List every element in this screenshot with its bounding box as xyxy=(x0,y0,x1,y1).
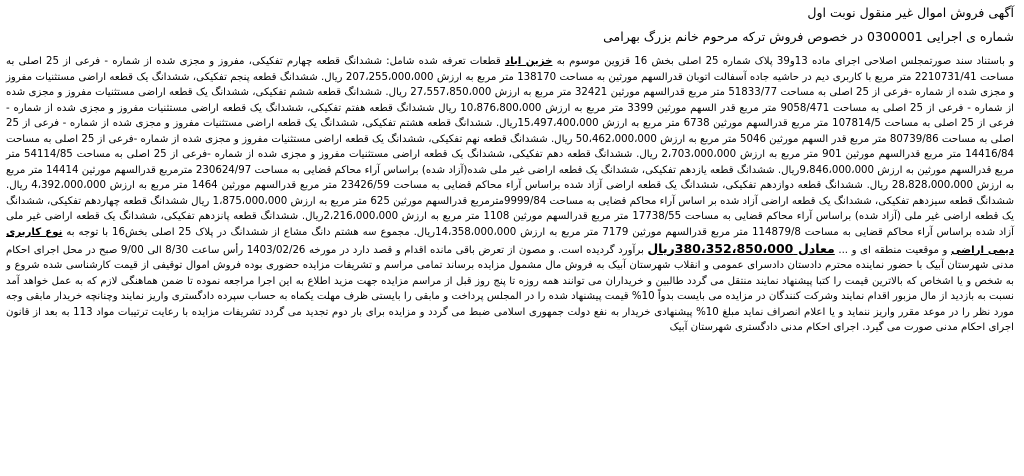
place-name: خزین اباد xyxy=(504,56,553,67)
auction-notice xyxy=(6,4,1014,336)
notice-title: آگهی فروش اموال غیر منقول نوبت اول xyxy=(807,5,1014,20)
total-value: معادل 380،352،850،000ریال xyxy=(647,240,835,256)
land-usage: نوع کاربری دیمی اراضی xyxy=(6,227,1014,256)
body-segment: قطعات تعرفه شده شامل: ششدانگ قطعه چهارم تفکیکی، مفروز و مجزی شده از شماره - فرعی از 25 اصلی به مساحت 2210731/41 متر مربع با کاربری دیم در حاشیه جاده آسفالت اتوبان قدرالسهم مورثین به مساحت 138170 متر مربع به ارزش 207،255،000،000 ریال. ششدانگ قطعه پنجم تفکیکی، ششدانگ یک قطعه اراضی مستثنیات مفروز و مجزی شده از شماره -فرعی از 25 اصلی به مساحت 51833/77 متر مربع قدرالسهم مورثین 32421 متر مربع به ارزش 27،557،850،000 ریال. ششدانگ قطعه ششم تفکیکی، ششدانگ یک قطعه اراضی مستثنیات مفروز و مجزی شده از شماره - فرعی از 25 اصلی به مساحت 9058/471 متر مربع قدر السهم مورثین 3399 متر مربع به ارزش 10،876،800،000 ریال ششدانگ قطعه هفتم تفکیکی، ششدانگ یک قطعه اراضی مستثنیات مفروز و مجزی شده از شماره - فرعی از 25 اصلی به مساحت 107814/5 متر مربع قدرالسهم مورثین 6738 متر مربع به ارزش 15،497،400،000ریال. ششدانگ قطعه هشتم تفکیکی، ششدانگ یک قطعه اراضی مستثنیات مفروز و مجزی شده از شماره - فرعی از 25 اصلی به مساحت 80739/86 متر مربع قدر السهم مورثین 5046 متر مربع به ارزش 50،462،000،000 ریال. ششدانگ قطعه نهم تفکیکی، ششدانگ یک قطعه اراضی مستثنیات مفروز و مجزی شده از شماره -فرعی از 25 اصلی به مساحت 14416/84 متر مربع قدرالسهم مورثین 901 متر مربع به ارزش 2،703،000،000 ریال. ششدانگ قطعه دهم تفکیکی، ششدانگ یک قطعه اراضی مستثنیات مفروز و مجزی شده از شماره -فرعی از 25 اصلی به مساحت 54114/85 متر مربع قدرالسهم مورثین به ارزش 9،846،000،000ریال. ششدانگ قطعه یازدهم تفکیکی، ششدانگ یک قطعه اراضی غیر ملی شده(آزاد شده) براساس آراء محاکم قضایی به مساحت 230624/97 مترمربع قدرالسهم مورثین 14414 متر مربع به ارزش 28،828،000،000 ریال. ششدانگ قطعه دوازدهم تفکیکی، ششدانگ یک قطعه اراضی آزاد شده براساس آراء محاکم قضایی به مساحت 23426/59 متر مربع قدرالسهم مورثین 1464 متر مربع به ارزش 4،392،000،000 ریال. ششدانگ قطعه سیزدهم تفکیکی، ششدانگ یک قطعه اراضی آزاد شده بر اساس آراء محاکم قضایی به مساحت 9999/84مترمربع قدرالسهم مورثین 625 متر مربع به ارزش 1،875،000،000 ریال ششدانگ قطعه چهاردهم تفکیکی، ششدانگ یک قطعه اراضی غیر ملی (آزاد شده) براساس آراء محاکم قضایی به مساحت 17738/55 متر مربع قدرالسهم مورثین 1108 متر مربع به ارزش 2،216،000،000ریال. ششدانگ قطعه پانزدهم تفکیکی، ششدانگ یک قطعه اراضی غیر ملی آزاد شده براساس آراء محاکم قضایی به مساحت 114879/8 متر مربع قدرالسهم مورثین 7179 متر مربع به ارزش 14،358،000،000ریال. مجموع سه هشتم دانگ مشاع از ششدانگ در پلاک 25 اصلی بخش16 با توجه به xyxy=(5,56,1015,239)
notice-subtitle: شماره ی اجرایی 0300001 در خصوص فروش ترکه مرحوم خانم بزرگ بهرامی xyxy=(603,29,1014,44)
notice-body xyxy=(6,54,1014,336)
body-segment: و باستناد سند صورتمجلس اصلاحی اجرای ماده 13و39 پلاک شماره 25 اصلی بخش 16 قزوین موسوم به xyxy=(552,56,1015,67)
body-segment: و موقعیت منطقه ای و ... xyxy=(834,244,951,256)
body-segment: برآورد گردیده است. و مصون از تعرض باقی مانده اقدام و قصد دارد در مورخه 1403/02/26 رأس ساعت 8/30 الی 9/00 صبح در محل اجرای احکام مدنی شهرستان آبیک با حضور نماینده محترم دادستان دادسرای عمومی و انقلاب شهرستان آبیک به فروش مال مشمول مزایده برساند تمامی مراسم و تشریفات مزایده حضوری بوده فروش اموال توقیفی از قیمت کارشناسی شده شروع و به شخص و یا اشخاص که بالاترین قیمت را کتبا پیشنهاد نمایند منتقل می گردد طالبین و خریداران می توانند همه روزه تا پنج روز قبل از مراسم مزایده جهت مزید اطلاع به این اجرا مراجعه نموده تا ضمن هماهنگی لازم که به عمل خواهد آمد نسبت به بازدید از مال مزبور اقدام نمایند وشرکت کنندگان در مزایده می بایست بدواً 10% قیمت پیشنهاد شده را در المجلس پرداخت و مابقی را بایستی ظرف مهلت یکماه به حساب سپرده دادگستری واریز نمایند وچنانچه خریدار مابقی وجه مورد نظر را در موعد مقرر واریز ننماید و یا اعلام انصراف نماید مبلغ 10% پیشنهادی خریدار به نفع دولت جمهوری اسلامی ضبط می گردد و مزایده برای بار دوم تجدید می گردد تشریفات مزایده با رعایت ترتیبات مواد 113 به بعد از قانون اجرای احکام مدنی صورت می گیرد. اجرای احکام مدنی دادگستری شهرستان آبیک xyxy=(6,244,1014,334)
